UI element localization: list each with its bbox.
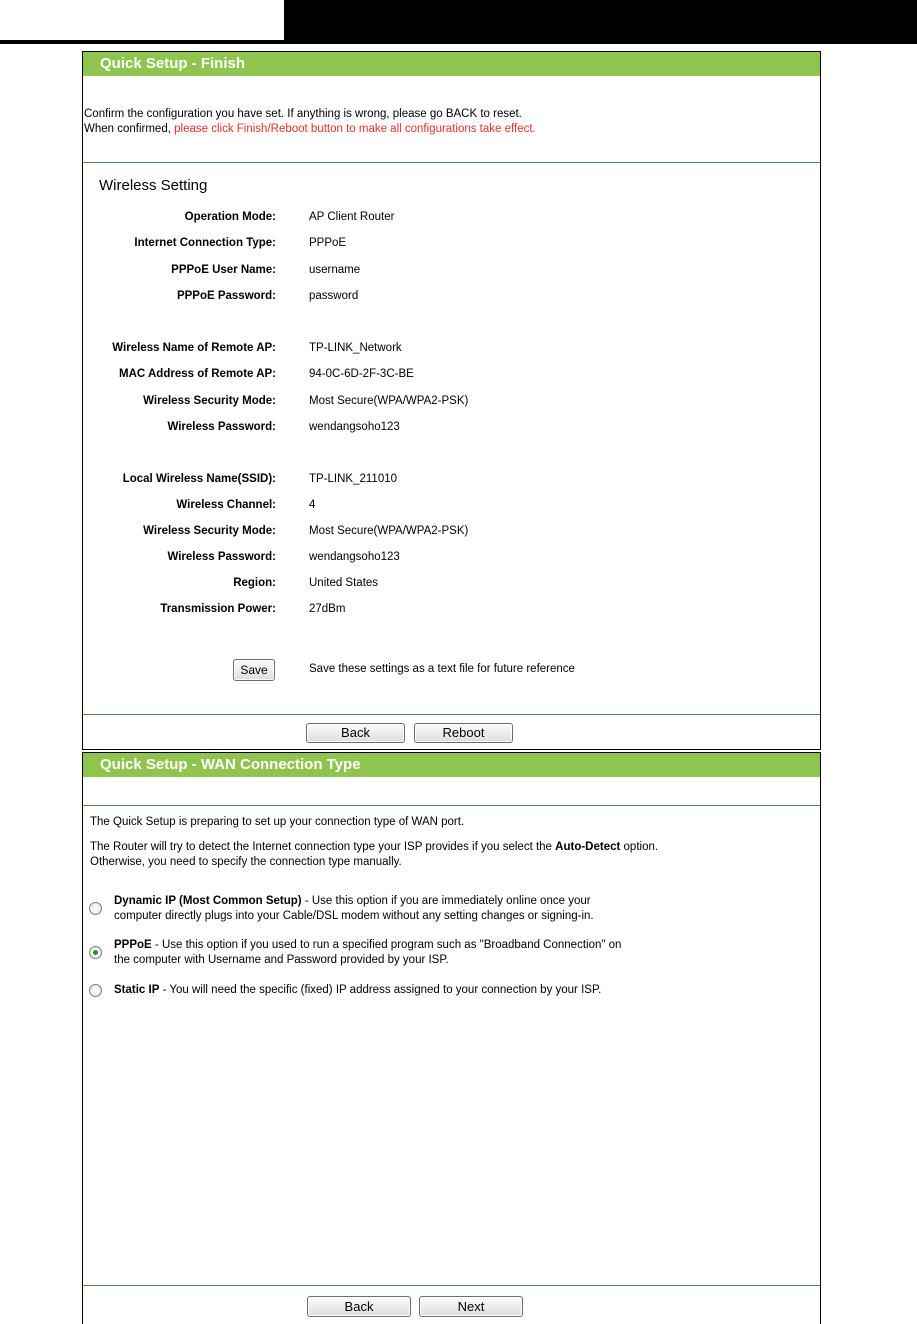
option-name: Dynamic IP (Most Common Setup) [114, 895, 302, 907]
dynamic-ip-option: Dynamic IP (Most Common Setup) - Use this option if you are immediately online once your computer directly plugs into your Cable/DSL modem without any setting changes or signing-in. [114, 895, 594, 922]
setting-value: United States [309, 577, 379, 589]
quick-setup-wan-panel [82, 752, 821, 1324]
setting-value: AP Client Router [309, 211, 395, 223]
save-button[interactable]: Save [233, 659, 275, 681]
setting-value: username [309, 264, 361, 276]
setting-label: Local Wireless Name(SSID): [122, 473, 276, 485]
setting-label: Wireless Security Mode: [143, 395, 276, 407]
setting-value: wendangsoho123 [309, 551, 400, 563]
setting-value: Most Secure(WPA/WPA2-PSK) [309, 395, 469, 407]
setting-value: password [309, 290, 359, 302]
static-ip-radio[interactable] [89, 984, 102, 997]
setting-label: Wireless Channel: [176, 499, 276, 511]
static-ip-option: Static IP - You will need the specific (fixed) IP address assigned to your connection by your ISP. [114, 984, 602, 996]
setting-value: TP-LINK_211010 [309, 473, 398, 485]
auto-detect-text: The Router will try to detect the Internet connection type your ISP provides if you select the Auto-Detect option. Otherwise, you need to specify the connection type manually. [90, 841, 659, 868]
reboot-button[interactable]: Reboot [414, 723, 513, 743]
setting-label: MAC Address of Remote AP: [119, 368, 276, 380]
setting-value: TP-LINK_Network [309, 342, 402, 354]
back-button[interactable]: Back [307, 1296, 411, 1317]
divider [83, 714, 820, 715]
setting-value: 4 [309, 499, 316, 511]
divider [83, 805, 820, 806]
setting-value: PPPoE [309, 237, 347, 249]
setting-label: Internet Connection Type: [134, 237, 276, 249]
option-name: Static IP [114, 984, 160, 996]
panel-title: Quick Setup - Finish [83, 52, 820, 76]
setting-label: PPPoE Password: [176, 290, 276, 302]
pppoe-option: PPPoE - Use this option if you used to run a specified program such as "Broadband Connection" on the computer with Username and Password provided by your ISP. [114, 939, 622, 966]
confirm-line-1: Confirm the configuration you have set. If anything is wrong, please go BACK to reset. [84, 108, 522, 120]
setting-value: 27dBm [309, 603, 346, 615]
quick-setup-finish-panel [82, 51, 821, 750]
divider [83, 1285, 820, 1286]
setting-value: Most Secure(WPA/WPA2-PSK) [309, 525, 469, 537]
setting-label: Transmission Power: [160, 603, 276, 615]
dynamic-ip-radio[interactable] [89, 902, 102, 915]
pppoe-radio[interactable] [89, 946, 102, 959]
setting-value: 94-0C-6D-2F-3C-BE [309, 368, 414, 380]
setting-label: Wireless Password: [167, 551, 276, 563]
setting-label: Wireless Security Mode: [143, 525, 276, 537]
divider [83, 162, 820, 163]
section-title: Wireless Setting [99, 177, 208, 194]
setting-label: PPPoE User Name: [171, 264, 276, 276]
panel-title: Quick Setup - WAN Connection Type [83, 753, 820, 777]
intro-text: The Quick Setup is preparing to set up your connection type of WAN port. [90, 816, 465, 828]
option-name: PPPoE [114, 939, 152, 951]
save-note: Save these settings as a text file for future reference [309, 663, 575, 675]
confirm-message [84, 107, 536, 137]
setting-label: Operation Mode: [184, 211, 276, 223]
setting-value: wendangsoho123 [309, 421, 400, 433]
confirm-line-2: When confirmed, please click Finish/Reboot button to make all configurations take effect. [84, 123, 536, 135]
header-white-tab [0, 0, 284, 40]
auto-detect-keyword: Auto-Detect [555, 841, 621, 853]
setting-label: Wireless Name of Remote AP: [112, 342, 276, 354]
next-button[interactable]: Next [419, 1296, 523, 1317]
document-header-bar [0, 0, 917, 44]
confirm-warning-text: please click Finish/Reboot button to make all configurations take effect. [174, 123, 536, 135]
setting-label: Region: [233, 577, 276, 589]
setting-label: Wireless Password: [167, 421, 276, 433]
back-button[interactable]: Back [306, 723, 405, 743]
